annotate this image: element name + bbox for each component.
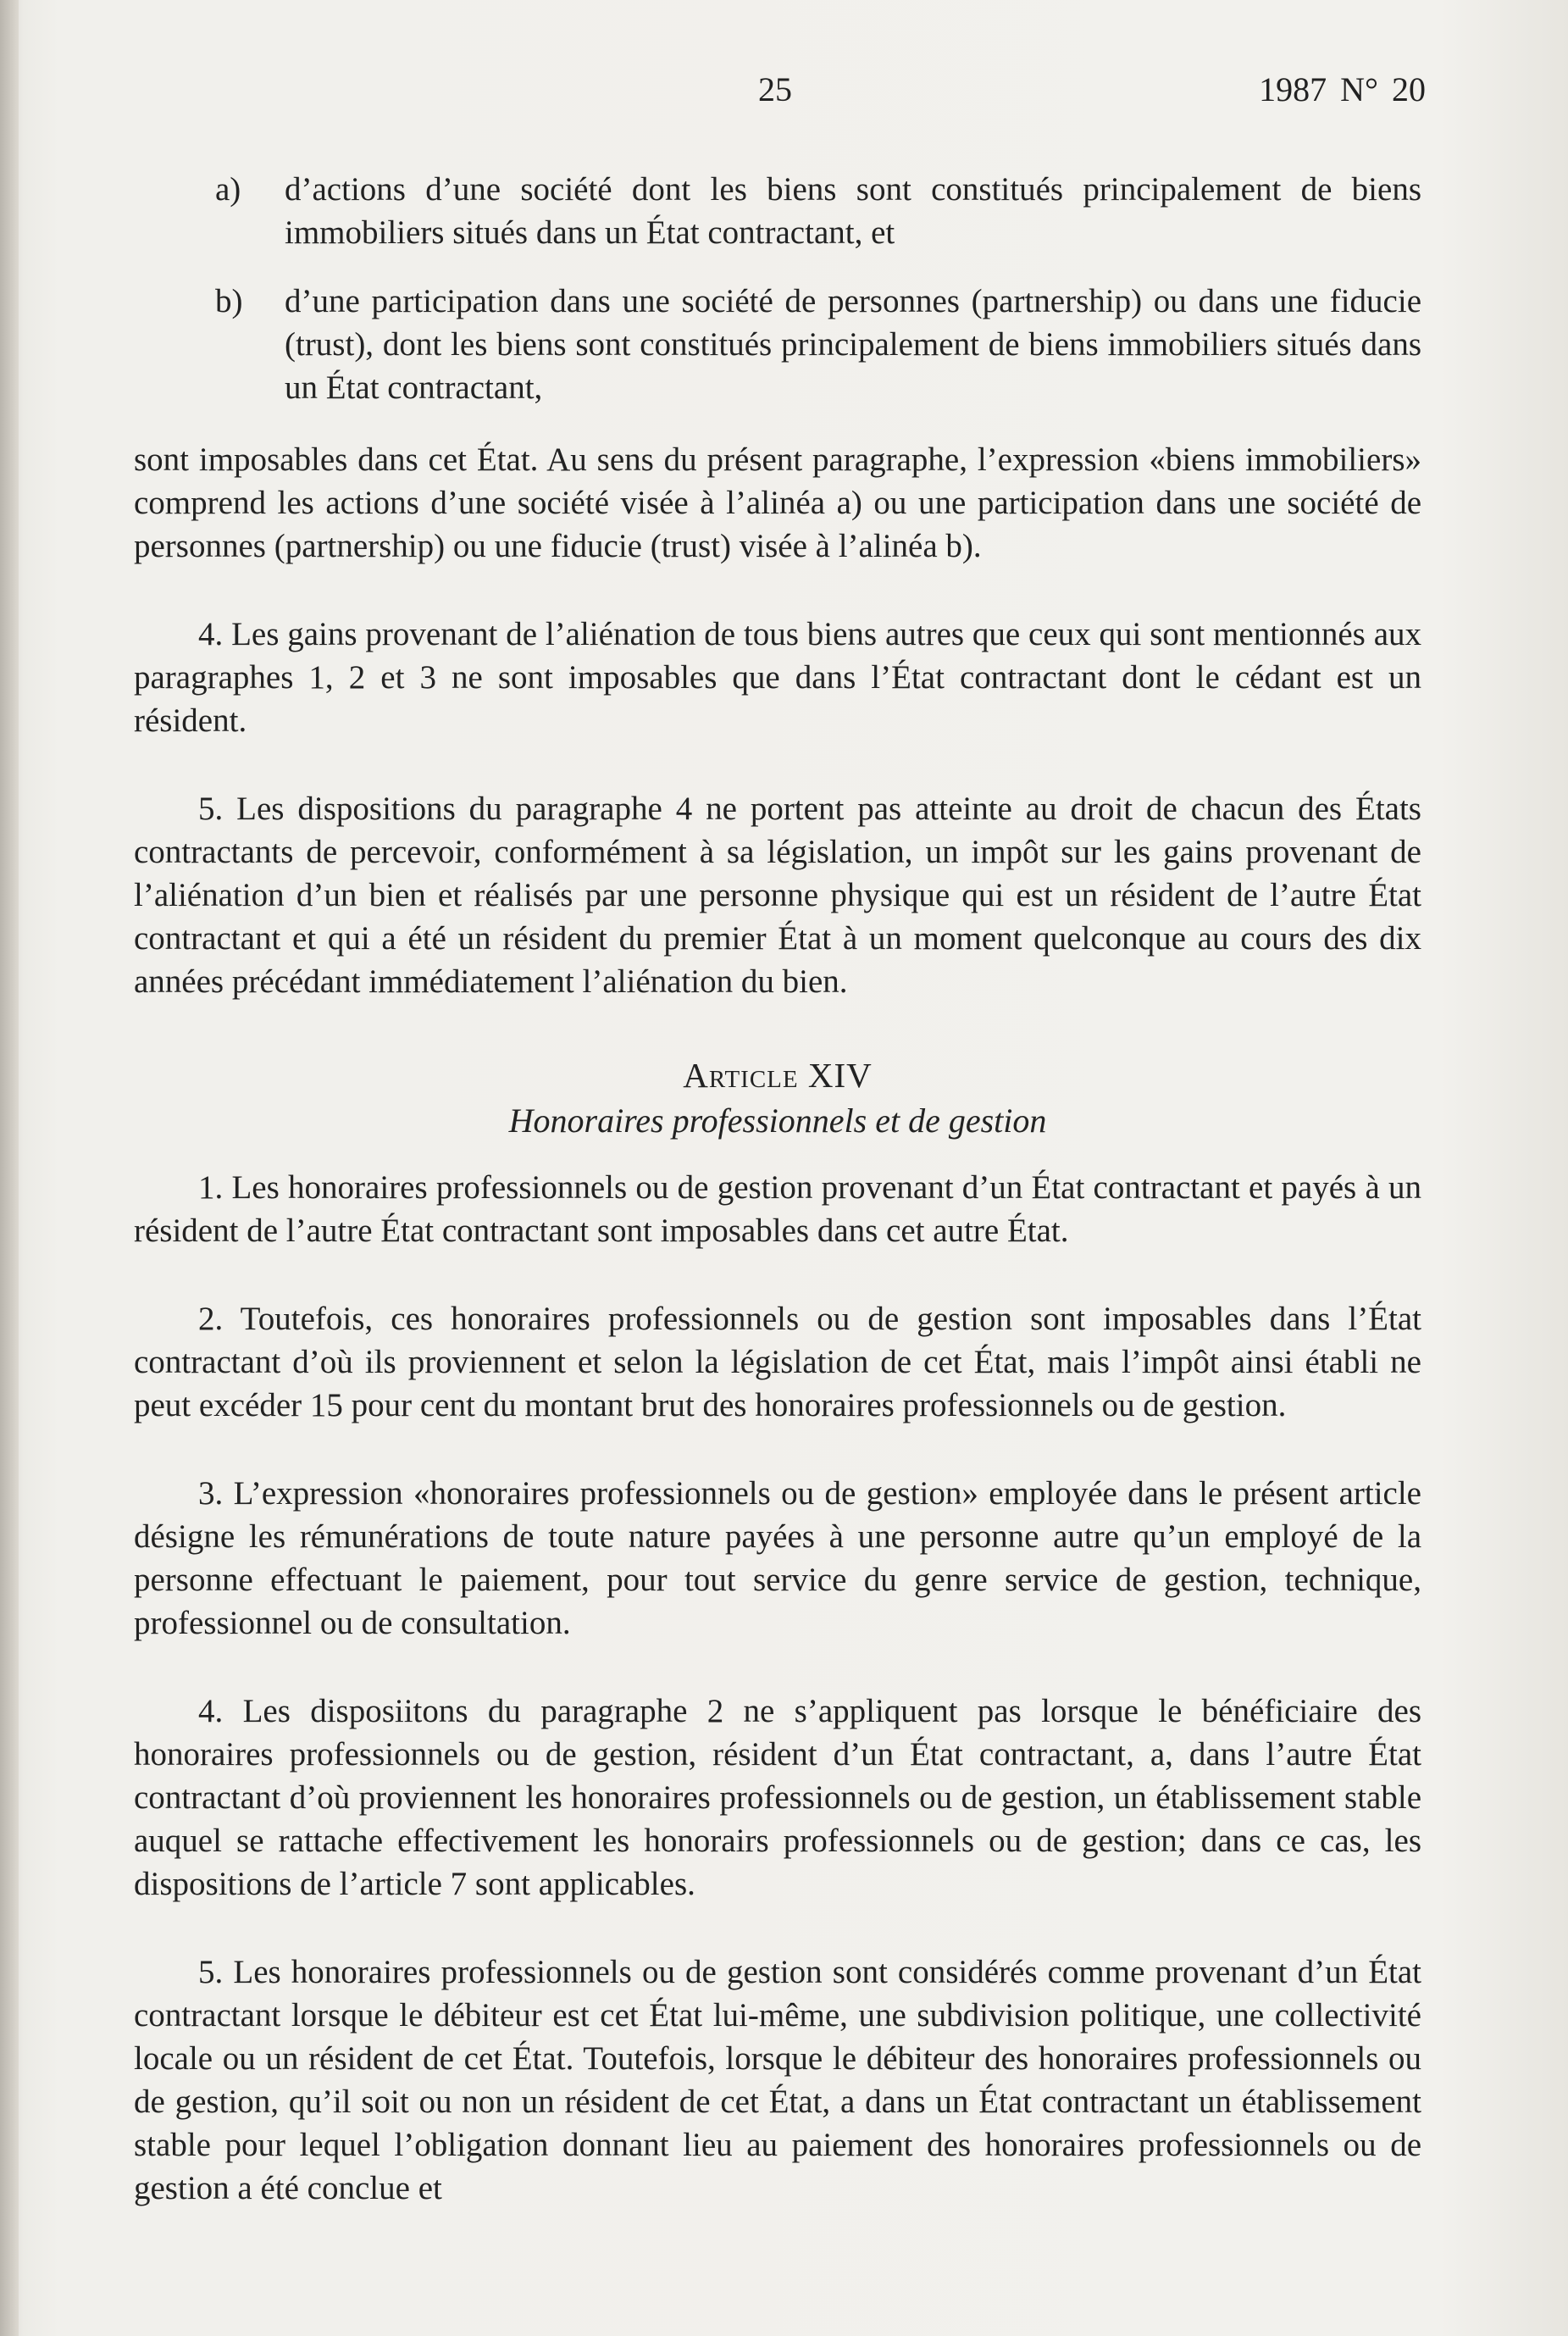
- page-header: [0, 69, 1568, 120]
- article-paragraph-1: 1. Les honoraires professionnels ou de gestion provenant d’un État contractant et payés à un résident de l’autre État contractant sont imposables dans cet autre État.: [134, 1169, 1421, 1249]
- article-subtitle: Honoraires professionnels et de gestion: [508, 1101, 1047, 1140]
- article-paragraph-3: 3. L’expression «honoraires professionnels ou de gestion» employée dans le présent article désigne les rémunérations de toute nature payées à une personne autre qu’un employé de la personne effectuant le paiement, pour tout service du genre service de gestion, technique, professionnel ou de consultation.: [134, 1475, 1421, 1641]
- list-item-marker: b): [215, 283, 243, 319]
- article-paragraph-5: 5. Les honoraires professionnels ou de gestion sont considérés comme provenant d’un État contractant lorsque le débiteur est cet État lui-même, une subdivision politique, une collectivité locale ou un résident de cet État. Toutefois, lorsque le débiteur des honoraires professionnels ou de gestion, qu’il soit ou non un résident de cet État, a dans un État contractant un établissement stable pour lequel l’obligation donnant lieu au paiement des honoraires professionnels ou de gestion a été conclue et: [134, 1954, 1421, 2206]
- page-body: [134, 168, 1421, 2210]
- article-paragraph-2: 2. Toutefois, ces honoraires professionnels ou de gestion sont imposables dans l’État contractant d’où ils proviennent et selon la législation de cet État, mais l’impôt ainsi établi ne peut excéder 15 pour cent du montant brut des honoraires professionnels ou de gestion.: [134, 1301, 1421, 1423]
- article-paragraph-4: 4. Les disposiitons du paragraphe 2 ne s’appliquent pas lorsque le bénéficiaire des honoraires professionnels ou de gestion, résident d’un État contractant, a, dans l’autre État contractant d’où proviennent les honoraires professionnels ou de gestion, un établissement stable auquel se rattache effectivement les honorairs professionnels ou de gestion; dans ce cas, les dispositions de l’article 7 sont applicables.: [134, 1693, 1421, 1902]
- list-item-marker: a): [215, 171, 241, 208]
- list-item: [215, 168, 1421, 254]
- page-number: 25: [758, 70, 792, 108]
- list-item-text: d’actions d’une société dont les biens sont constitués principalement de biens immobiliers situés dans un État contractant, et: [285, 171, 1421, 251]
- document-reference: 1987 N° 20: [1259, 70, 1426, 108]
- paragraph-3-continuation: sont imposables dans cet État. Au sens du présent paragraphe, l’expression «biens immobiliers» comprend les actions d’une société visée à l’alinéa a) ou une participation dans une société de personnes (partnership) ou une fiducie (trust) visée à l’alinéa b).: [134, 441, 1421, 564]
- sub-item-list: [215, 168, 1421, 409]
- paragraph-4: 4. Les gains provenant de l’aliénation de tous biens autres que ceux qui sont mentionnés aux paragraphes 1, 2 et 3 ne sont imposables que dans l’État contractant dont le cédant est un résident.: [134, 616, 1421, 739]
- article-heading: [134, 1054, 1421, 1097]
- list-item: [215, 280, 1421, 409]
- page-binding-edge: [0, 0, 19, 2336]
- list-item-text: d’une participation dans une société de personnes (partnership) ou dans une fiducie (trust), dont les biens sont constitués principalement de biens immobiliers situés dans un État contractant,: [285, 283, 1421, 406]
- paragraph-5: 5. Les dispositions du paragraphe 4 ne portent pas atteinte au droit de chacun des États contractants de percevoir, conformément à sa législation, un impôt sur les gains provenant de l’aliénation d’un bien et réalisés par une personne physique qui est un résident de l’autre État contractant et qui a été un résident du premier État à un moment quelconque au cours des dix années précédant immédiatement l’aliénation du bien.: [134, 791, 1421, 1000]
- article-heading-text: Article XIV: [683, 1056, 873, 1095]
